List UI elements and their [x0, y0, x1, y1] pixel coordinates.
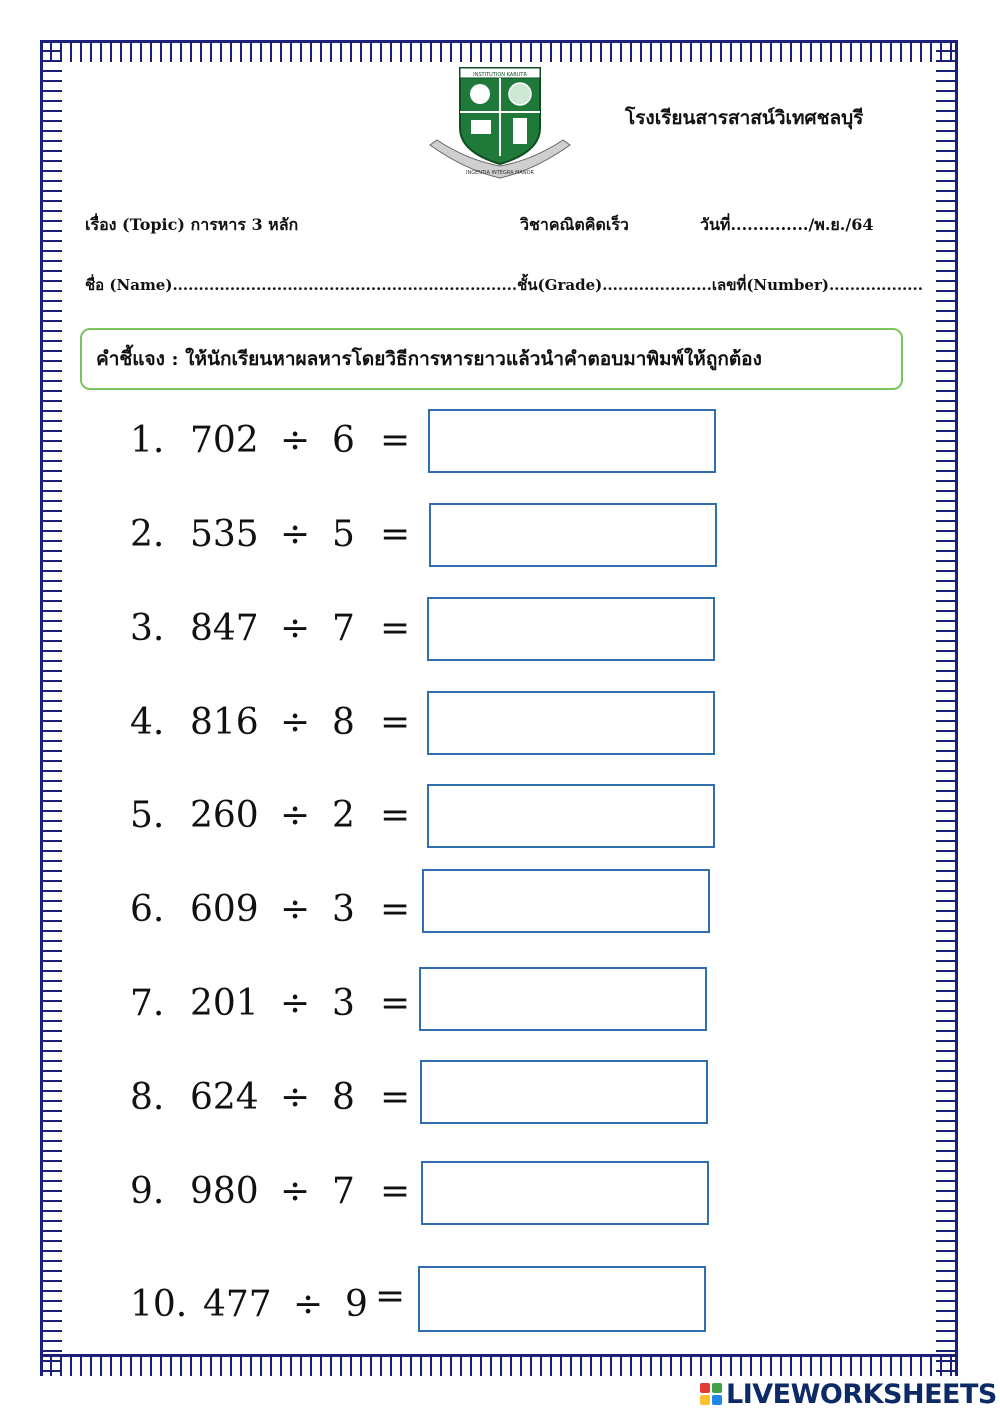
divide-sign: ÷ [293, 1284, 324, 1325]
dividend: 201 [190, 983, 259, 1024]
school-logo [425, 60, 575, 182]
problem-number: 2. [130, 514, 165, 555]
problem-number: 8. [130, 1077, 165, 1118]
answer-input[interactable] [421, 1161, 709, 1225]
dividend: 260 [190, 795, 259, 836]
equals-sign: = [380, 795, 411, 836]
divide-sign: ÷ [280, 1171, 311, 1212]
divide-sign: ÷ [280, 1077, 311, 1118]
instructions-text: คำชี้แจง : ให้นักเรียนหาผลหารโดยวิธีการหารยาวแล้วนำคำตอบมาพิมพ์ให้ถูกต้อง [96, 348, 762, 370]
divisor: 5 [332, 514, 355, 555]
logo-motto-bottom: INGENTIA INTEGRA MANOR [466, 170, 534, 176]
divide-sign: ÷ [280, 608, 311, 649]
name-grade-number-line: ชื่อ (Name)..................................................................ชั้น(Grade).....................เลขที่(Number).................. [85, 276, 923, 294]
problem-number: 4. [130, 702, 165, 743]
dividend: 477 [203, 1284, 272, 1325]
problem-row [0, 875, 1000, 945]
problem-row [0, 781, 1000, 851]
equals-sign: = [380, 1077, 411, 1118]
equals-sign: = [375, 1276, 406, 1317]
problem-number: 5. [130, 795, 165, 836]
date-field: วันที่............../พ.ย./64 [700, 215, 874, 234]
page-border-bottom [40, 1354, 958, 1376]
liveworksheets-wordmark: LIVEWORKSHEETS [726, 1378, 997, 1410]
problem-row [0, 594, 1000, 664]
divisor: 7 [332, 1171, 355, 1212]
answer-input[interactable] [420, 1060, 708, 1124]
problem-row [0, 500, 1000, 570]
dividend: 980 [190, 1171, 259, 1212]
problem-row [0, 406, 1000, 476]
answer-input[interactable] [429, 503, 717, 567]
problem-number: 3. [130, 608, 165, 649]
answer-input[interactable] [418, 1266, 706, 1332]
equals-sign: = [380, 1171, 411, 1212]
equals-sign: = [380, 702, 411, 743]
answer-input[interactable] [422, 869, 710, 933]
answer-input[interactable] [427, 784, 715, 848]
problem-row [0, 1270, 1000, 1340]
problem-number: 10. [130, 1284, 188, 1325]
logo-motto-top: INSTITUTION KABUTR [473, 72, 527, 78]
problem-number: 6. [130, 889, 165, 930]
school-name: โรงเรียนสารสาสน์วิเทศชลบุรี [625, 107, 864, 129]
instructions-box [80, 328, 903, 390]
divisor: 9 [345, 1284, 368, 1325]
problem-row [0, 1157, 1000, 1227]
problem-number: 9. [130, 1171, 165, 1212]
problem-row [0, 688, 1000, 758]
liveworksheets-branding [700, 1376, 997, 1412]
subject-label: วิชาคณิตคิดเร็ว [520, 215, 629, 234]
equals-sign: = [380, 608, 411, 649]
answer-input[interactable] [419, 967, 707, 1031]
dividend: 535 [190, 514, 259, 555]
answer-input[interactable] [427, 597, 715, 661]
divide-sign: ÷ [280, 889, 311, 930]
divide-sign: ÷ [280, 702, 311, 743]
problem-row [0, 1063, 1000, 1133]
problem-number: 7. [130, 983, 165, 1024]
problem-number: 1. [130, 420, 165, 461]
dividend: 609 [190, 889, 259, 930]
equals-sign: = [380, 514, 411, 555]
dividend: 847 [190, 608, 259, 649]
equals-sign: = [380, 420, 411, 461]
topic-label: เรื่อง (Topic) การหาร 3 หลัก [85, 215, 299, 234]
answer-input[interactable] [427, 691, 715, 755]
divide-sign: ÷ [280, 514, 311, 555]
divisor: 6 [332, 420, 355, 461]
equals-sign: = [380, 889, 411, 930]
divisor: 2 [332, 795, 355, 836]
dividend: 624 [190, 1077, 259, 1118]
divisor: 8 [332, 702, 355, 743]
divisor: 8 [332, 1077, 355, 1118]
problem-row [0, 969, 1000, 1039]
divisor: 7 [332, 608, 355, 649]
divisor: 3 [332, 983, 355, 1024]
equals-sign: = [380, 983, 411, 1024]
divide-sign: ÷ [280, 420, 311, 461]
divide-sign: ÷ [280, 983, 311, 1024]
liveworksheets-logo-icon [700, 1383, 722, 1405]
divide-sign: ÷ [280, 795, 311, 836]
divisor: 3 [332, 889, 355, 930]
dividend: 816 [190, 702, 259, 743]
dividend: 702 [190, 420, 259, 461]
page-border-top [40, 40, 958, 62]
answer-input[interactable] [428, 409, 716, 473]
